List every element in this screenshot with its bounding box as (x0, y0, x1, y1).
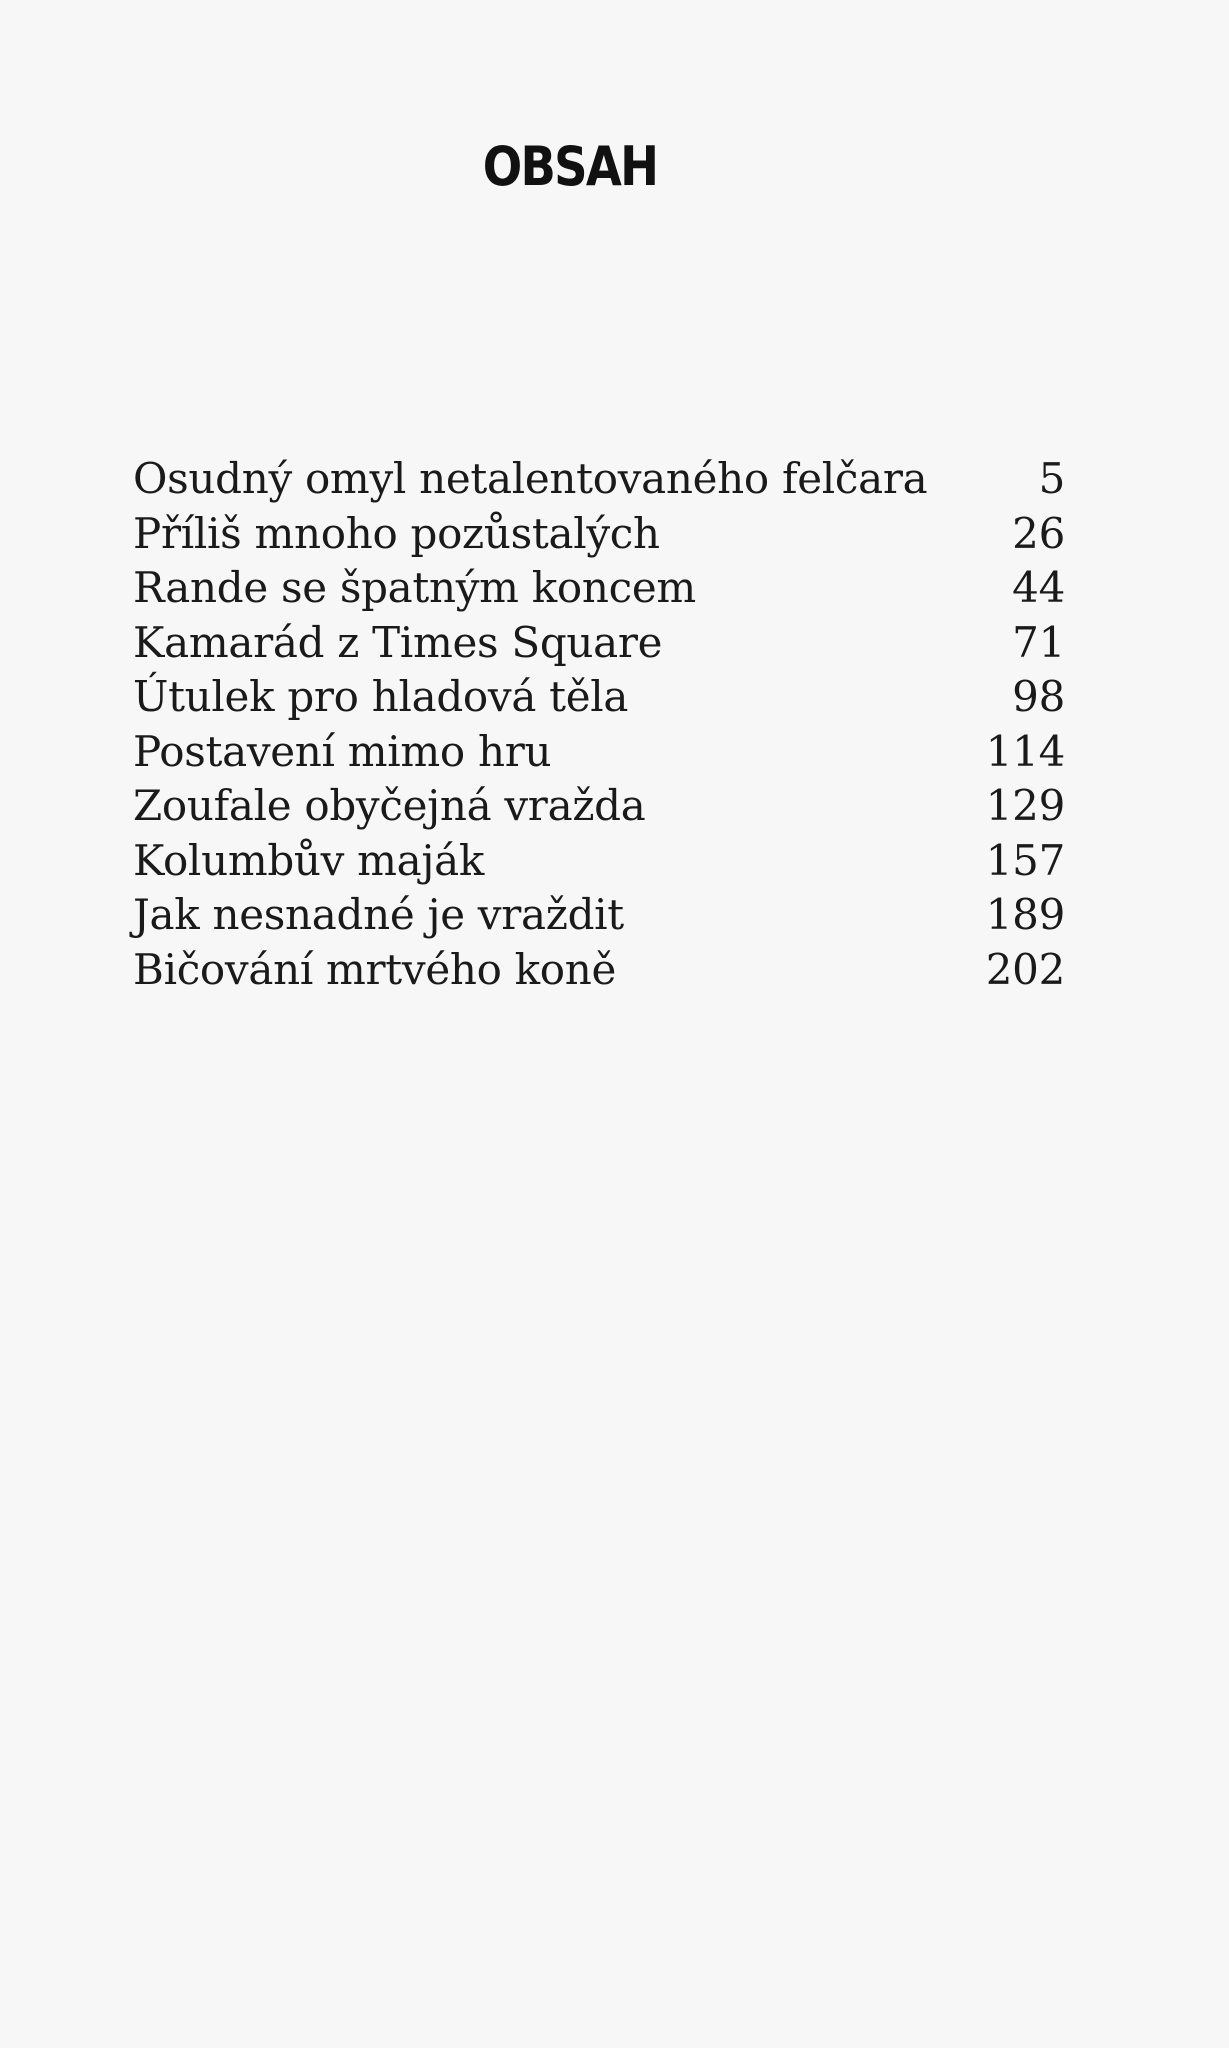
toc-entry (133, 779, 1065, 834)
toc-entry (133, 507, 1065, 562)
toc-entry-page: 189 (985, 890, 1065, 939)
toc-entry-page: 5 (1038, 454, 1065, 503)
toc-entry-title: Jak nesnadné je vraždit (133, 890, 624, 939)
toc-entry-page: 129 (985, 781, 1065, 830)
toc-entry-page: 71 (1012, 617, 1065, 667)
toc-entry-page: 26 (1012, 508, 1065, 558)
toc-entry-page: 114 (985, 726, 1065, 776)
toc-entry (133, 888, 1065, 943)
toc-entry (133, 943, 1065, 998)
toc-entry-page: 98 (1012, 672, 1065, 721)
toc-entry-title: Kamarád z Times Square (133, 617, 663, 667)
toc-entry-title: Bičování mrtvého koně (133, 944, 617, 994)
toc-entry-title: Příliš mnoho pozůstalých (133, 508, 660, 558)
toc-entry-title: Kolumbův maják (133, 835, 485, 885)
toc-entry-title: Útulek pro hladová těla (133, 672, 629, 721)
toc-entry-title: Zoufale obyčejná vražda (133, 781, 646, 830)
toc-entry (133, 616, 1065, 671)
toc-entry-page: 157 (985, 835, 1065, 885)
toc-entry-title: Postavení mimo hru (133, 726, 552, 776)
toc-entry-page: 44 (1012, 563, 1065, 612)
toc-entry-page: 202 (985, 944, 1065, 994)
toc-entry (133, 561, 1065, 616)
page-title: OBSAH (482, 135, 658, 198)
toc-entry (133, 725, 1065, 780)
toc-entry (133, 452, 1065, 507)
toc-entry-title: Osudný omyl netalentovaného felčara (133, 454, 928, 503)
toc-entry-title: Rande se špatným koncem (133, 563, 696, 612)
toc-entry (133, 670, 1065, 725)
table-of-contents (133, 452, 1065, 997)
toc-entry (133, 834, 1065, 889)
